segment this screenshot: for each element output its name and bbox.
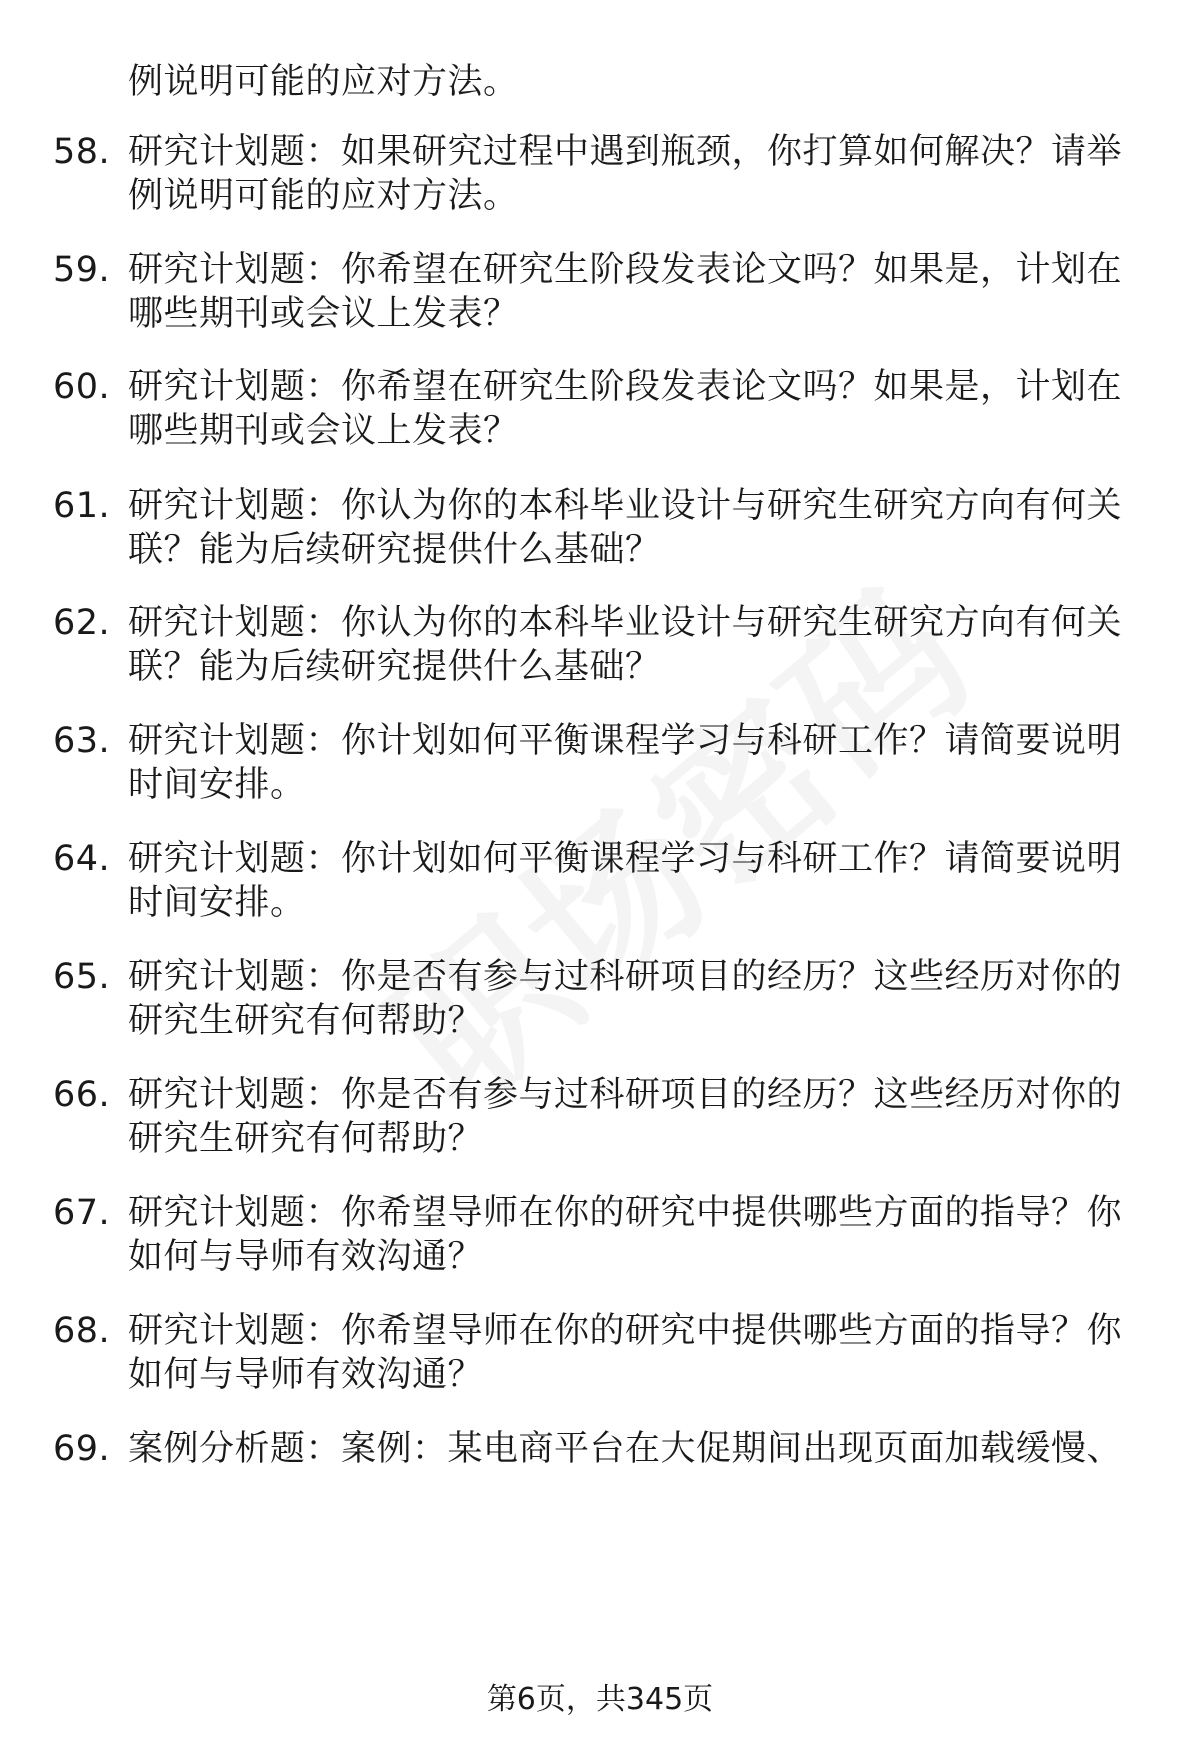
item-text-line2: 时间安排。 [128, 883, 306, 923]
item-text-line2: 时间安排。 [128, 765, 306, 805]
item-text-line2: 联？能为后续研究提供什么基础？ [128, 530, 661, 570]
item-text-line2: 哪些期刊或会议上发表？ [128, 294, 519, 334]
item-number: 65. [53, 957, 111, 997]
page-footer: 第6页，共345页 [486, 1682, 714, 1717]
item-text-line1: 研究计划题：你认为你的本科毕业设计与研究生研究方向有何关 [128, 603, 1123, 643]
item-text-line1: 研究计划题：你希望导师在你的研究中提供哪些方面的指导？你 [128, 1193, 1123, 1233]
item-number: 63. [53, 721, 111, 761]
item-text-line1: 案例分析题：案例：某电商平台在大促期间出现页面加载缓慢、 [128, 1429, 1123, 1469]
item-text-line1: 研究计划题：如果研究过程中遇到瓶颈，你打算如何解决？请举 [128, 132, 1123, 172]
item-text-line2: 如何与导师有效沟通？ [128, 1355, 484, 1395]
item-text-line2: 例说明可能的应对方法。 [128, 176, 519, 216]
item-text-line1: 研究计划题：你希望在研究生阶段发表论文吗？如果是，计划在 [128, 367, 1123, 407]
item-text-line1: 研究计划题：你计划如何平衡课程学习与科研工作？请简要说明 [128, 839, 1123, 879]
item-number: 61. [53, 486, 111, 526]
item-text-line1: 研究计划题：你希望在研究生阶段发表论文吗？如果是，计划在 [128, 250, 1123, 290]
item-number: 66. [53, 1075, 111, 1115]
item-number: 64. [53, 839, 111, 879]
item-number: 59. [53, 250, 111, 290]
continuation-text: 例说明可能的应对方法。 [128, 62, 519, 102]
item-text-line1: 研究计划题：你希望导师在你的研究中提供哪些方面的指导？你 [128, 1311, 1123, 1351]
item-text-line1: 研究计划题：你计划如何平衡课程学习与科研工作？请简要说明 [128, 721, 1123, 761]
item-text-line2: 研究生研究有何帮助？ [128, 1001, 484, 1041]
item-number: 60. [53, 367, 111, 407]
item-number: 67. [53, 1193, 111, 1233]
item-number: 68. [53, 1311, 111, 1351]
item-number: 62. [53, 603, 111, 643]
item-text-line2: 如何与导师有效沟通？ [128, 1237, 484, 1277]
item-text-line1: 研究计划题：你是否有参与过科研项目的经历？这些经历对你的 [128, 957, 1123, 997]
item-number: 69. [53, 1429, 111, 1469]
item-text-line1: 研究计划题：你是否有参与过科研项目的经历？这些经历对你的 [128, 1075, 1123, 1115]
item-text-line2: 研究生研究有何帮助？ [128, 1119, 484, 1159]
item-text-line1: 研究计划题：你认为你的本科毕业设计与研究生研究方向有何关 [128, 486, 1123, 526]
item-text-line2: 哪些期刊或会议上发表？ [128, 411, 519, 451]
item-number: 58. [53, 132, 111, 172]
item-text-line2: 联？能为后续研究提供什么基础？ [128, 647, 661, 687]
